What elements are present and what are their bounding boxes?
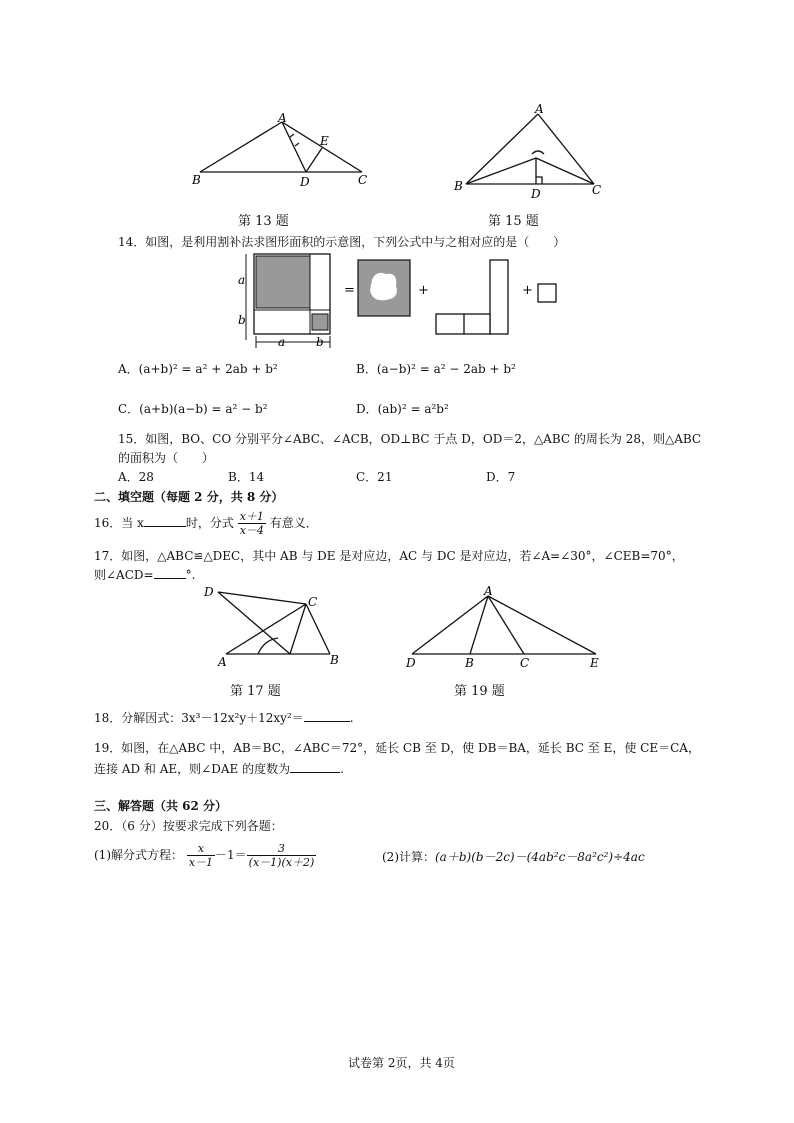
q17-blank[interactable] [154,566,186,579]
caption-q13: 第 13 题 [238,214,289,229]
q14-option-A: A．(a+b)² = a² + 2ab + b² [118,362,278,376]
q15-option-C: C．21 [356,470,393,484]
dim-b-vert: b [238,313,246,327]
q17-line2-pre: 则∠ACD= [94,568,154,582]
q20-fraction-2 [247,842,317,869]
q15-stem-line1: 15．如图，BO、CO 分别平分∠ABC、∠ACB，OD⊥BC 于点 D，OD＝2，△ABC 的周长为 28，则△ABC [118,432,702,446]
q15-option-A: A．28 [118,470,154,484]
section-3-heading: 三、解答题（共 62 分） [94,799,228,813]
label-A: A [218,655,227,669]
q20-part2 [382,848,645,865]
q19-line2-pre: 连接 AD 和 AE，则∠DAE 的度数为 [94,762,291,776]
label-C: C [358,173,368,187]
q16-fraction [238,510,266,537]
q16-blank[interactable] [144,514,186,527]
q17-line2-post: °. [185,568,196,582]
q19-line1: 19．如图，在△ABC 中，AB＝BC，∠ABC＝72°，延长 CB 至 D，使 DB＝BA，延长 BC 至 E，使 CE＝CA， [94,741,700,755]
label-D: D [531,187,541,201]
q20-fraction-1 [187,842,215,869]
q16-pre: 16．当 x [94,516,144,530]
q16-numerator: x＋1 [239,510,264,523]
figure-q17 [200,584,350,670]
q18-blank[interactable] [304,709,350,722]
q20-denominator-1: x－1 [188,856,214,869]
q14-option-D: D．(ab)² = a²b² [356,402,449,416]
q14-option-B: B．(a−b)² = a² − 2ab + b² [356,362,516,376]
q18-end: . [349,711,354,725]
q20-title: 20．（6 分）按要求完成下列各题： [94,819,283,833]
label-C: C [308,595,318,609]
q15-option-B: B．14 [228,470,265,484]
q16-mid: 时，分式 [185,516,234,530]
q18 [94,709,354,726]
q17-line2 [94,566,195,583]
label-E: E [320,134,329,148]
q15-stem-line2: 的面积为（ ） [118,451,215,465]
figure-q14 [236,250,576,350]
label-A: A [535,102,544,116]
q19-line2-post: . [340,762,344,776]
figure-q15 [452,102,612,202]
label-D: D [406,656,416,670]
label-A: A [278,112,287,125]
q19-blank[interactable] [290,760,340,773]
q17-line1: 17．如图，△ABC≌△DEC，其中 AB 与 DE 是对应边，AC 与 DC 是对应边，若∠A=∠30°，∠CEB=70°， [94,549,684,563]
label-A: A [484,584,493,598]
q20-part2-label: (2)计算： [382,850,435,864]
page-footer: 试卷第 2页，共 4页 [348,1056,455,1070]
label-B: B [454,179,463,193]
label-C: C [592,183,602,197]
label-B: B [330,653,339,667]
q19-line2 [94,760,344,777]
section-2-heading: 二、填空题（每题 2 分，共 8 分） [94,490,284,504]
q14-stem: 14．如图，是利用割补法求图形面积的示意图，下列公式中与之相对应的是（ ） [118,235,566,249]
q15-option-D: D．7 [486,470,516,484]
label-B: B [465,656,474,670]
plus-sign-2: + [522,283,533,298]
caption-q17: 第 17 题 [230,684,281,699]
caption-q15: 第 15 题 [488,214,539,229]
plus-sign-1: + [418,283,429,298]
figure-q19 [400,584,610,670]
q16-denominator: x－4 [239,524,264,537]
q20-part1-mid: －1＝ [215,848,247,862]
q20-part1-label: (1)解分式方程： [94,848,183,862]
label-E: E [590,656,599,670]
q20-numerator-1: x [187,842,215,856]
equals-sign: = [344,283,355,298]
dim-b-horiz: b [316,335,324,349]
q16 [94,510,318,537]
figure-q13 [190,112,390,192]
label-B: B [192,173,201,187]
q16-post: 有意义． [269,516,318,530]
q14-option-C: C．(a+b)(a−b) = a² − b² [118,402,268,416]
q20-denominator-2: (x－1)(x＋2) [248,856,315,869]
q18-text: 18．分解因式：3x³－12x²y＋12xy²＝ [94,711,304,725]
q20-part1 [94,842,316,869]
q20-numerator-2: 3 [247,842,317,856]
label-D: D [204,585,214,599]
label-D: D [300,175,310,189]
label-C: C [520,656,530,670]
caption-q19: 第 19 题 [454,684,505,699]
dim-a-vert: a [238,273,246,287]
q20-part2-expr: (a＋b)(b－2c)－(4ab²c－8a²c²)÷4ac [435,850,645,864]
dim-a-horiz: a [278,335,286,349]
